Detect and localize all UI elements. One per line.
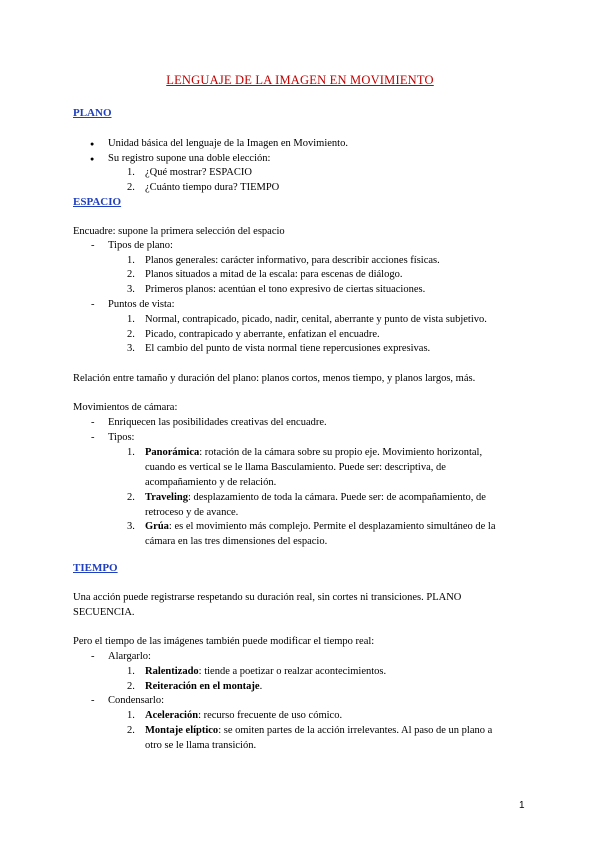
tipos-item-3: Primeros planos: acentúan el tono expresivo de ciertas situaciones. (145, 284, 426, 295)
list-number: 3. (127, 284, 135, 295)
list-number: 2. (127, 492, 135, 503)
mov-dash-2: Tipos: (108, 432, 135, 443)
espacio-intro: Encuadre: supone la primera selección del espacio (73, 226, 285, 237)
list-number: 2. (127, 725, 135, 736)
dash-marker: - (91, 432, 95, 443)
alargarlo-item-1-text: : tiende a poetizar o realzar acontecimientos. (198, 666, 387, 677)
mov-item-1-line2: cuando es vertical se le llama Basculamiento. Puede ser: descriptiva, de (145, 462, 446, 473)
term-aceleracion: Aceleración (145, 710, 199, 721)
term-reiteracion: Reiteración en el montaje (145, 681, 260, 692)
list-number: 1. (127, 666, 135, 677)
page-number: 1 (519, 800, 525, 811)
dash-marker: - (91, 240, 95, 251)
term-grua: Grúa (145, 521, 169, 532)
plano-bullet-2: Su registro supone una doble elección: (108, 153, 271, 164)
mov-item-3-text: : es el movimiento más complejo. Permite el desplazamiento simultáneo de la (168, 521, 496, 532)
term-montaje-eliptico: Montaje elíptico (145, 725, 219, 736)
list-number: 1. (127, 314, 135, 325)
list-number: 1. (127, 167, 135, 178)
term-ralentizado: Ralentizado (145, 666, 199, 677)
list-number: 2. (127, 269, 135, 280)
heading-espacio: ESPACIO (73, 196, 122, 208)
mov-item-1-text: : rotación de la cámara sobre su propio eje. Movimiento horizontal, (199, 447, 483, 458)
alargarlo-item-1 (145, 664, 386, 679)
tipos-item-2: Planos situados a mitad de la escala: para escenas de diálogo. (145, 269, 403, 280)
list-number: 1. (127, 710, 135, 721)
mov-item-2-line2: retroceso y de avance. (145, 507, 239, 518)
bullet-icon: ● (90, 140, 95, 148)
list-number: 3. (127, 343, 135, 354)
puntos-item-3: El cambio del punto de vista normal tiene repercusiones expresivas. (145, 343, 431, 354)
condensarlo-label: Condensarlo: (108, 695, 164, 706)
condensarlo-item-1 (145, 708, 342, 723)
list-number: 2. (127, 681, 135, 692)
mov-item-1 (145, 445, 482, 460)
term-panoramica: Panorámica (145, 447, 200, 458)
tiempo-p2: Pero el tiempo de las imágenes también puede modificar el tiempo real: (73, 636, 375, 647)
movimientos-label: Movimientos de cámara: (73, 402, 178, 413)
condensarlo-item-1-text: : recurso frecuente de uso cómico. (198, 710, 343, 721)
puntos-item-2: Picado, contrapicado y aberrante, enfatizan el encuadre. (145, 329, 380, 340)
mov-item-2 (145, 490, 486, 505)
heading-tiempo: TIEMPO (73, 562, 118, 574)
dash-marker: - (91, 651, 95, 662)
mov-item-3 (145, 519, 496, 534)
list-number: 3. (127, 521, 135, 532)
page-title: LENGUAJE DE LA IMAGEN EN MOVIMIENTO (166, 73, 434, 87)
condensarlo-item-2-text: : se omiten partes de la acción irrelevantes. Al paso de un plano a (218, 725, 493, 736)
plano-sub-2: ¿Cuánto tiempo dura? TIEMPO (145, 182, 280, 193)
alargarlo-item-2 (145, 679, 262, 694)
list-number: 2. (127, 182, 135, 193)
mov-dash-1: Enriquecen las posibilidades creativas del encuadre. (108, 417, 327, 428)
mov-item-3-line2: cámara en las tres dimensiones del espacio. (145, 536, 328, 547)
tipos-label: Tipos de plano: (108, 240, 173, 251)
list-number: 1. (127, 255, 135, 266)
relacion-paragraph: Relación entre tamaño y duración del plano: planos cortos, menos tiempo, y planos largos, más. (73, 373, 476, 384)
condensarlo-item-2-line2: otro se le llama transición. (145, 740, 257, 751)
dash-marker: - (91, 299, 95, 310)
bullet-icon: ● (90, 155, 95, 163)
tipos-item-1: Planos generales: carácter informativo, para describir acciones físicas. (145, 255, 440, 266)
mov-item-1-line3: acompañamiento y de relación. (145, 477, 277, 488)
plano-bullet-1: Unidad básica del lenguaje de la Imagen en Movimiento. (108, 138, 348, 149)
alargarlo-item-2-text: . (259, 681, 263, 692)
puntos-label: Puntos de vista: (108, 299, 175, 310)
list-number: 2. (127, 329, 135, 340)
dash-marker: - (91, 695, 95, 706)
condensarlo-item-2 (145, 723, 492, 738)
term-traveling: Traveling (145, 492, 188, 503)
alargarlo-label: Alargarlo: (108, 651, 151, 662)
plano-sub-1: ¿Qué mostrar? ESPACIO (145, 167, 252, 178)
tiempo-p1-line2: SECUENCIA. (73, 607, 135, 618)
mov-item-2-text: : desplazamiento de toda la cámara. Puede ser: de acompañamiento, de (187, 492, 486, 503)
tiempo-p1-line1: Una acción puede registrarse respetando su duración real, sin cortes ni transiciones. PLANO (73, 592, 462, 603)
dash-marker: - (91, 417, 95, 428)
puntos-item-1: Normal, contrapicado, picado, nadir, cenital, aberrante y punto de vista subjetivo. (145, 314, 487, 325)
list-number: 1. (127, 447, 135, 458)
heading-plano: PLANO (73, 107, 112, 119)
